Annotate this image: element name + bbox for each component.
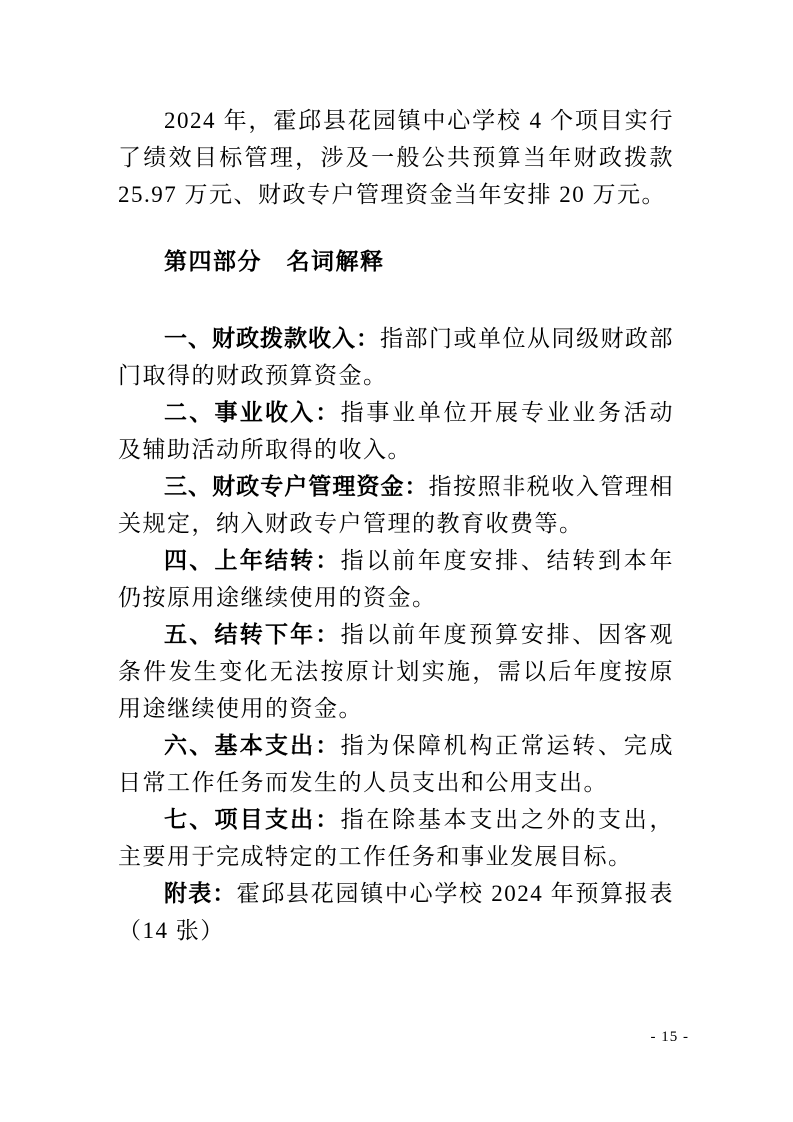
definition-text: 指事业单位开展专业业务活动及辅助活动所取得的收入。 — [118, 400, 675, 462]
definition-term: 六、基本支出： — [164, 732, 341, 758]
definition-item — [118, 616, 674, 727]
appendix-text: 霍邱县花园镇中心学校 2024 年预算报表（14 张） — [118, 881, 675, 943]
page-number: - 15 - — [650, 1029, 689, 1045]
definition-text: 指在除基本支出之外的支出，主要用于完成特定的工作任务和事业发展目标。 — [118, 807, 675, 869]
definition-item — [118, 727, 674, 801]
definition-term: 一、财政拨款收入： — [164, 325, 380, 351]
definition-text: 指部门或单位从同级财政部门取得的财政预算资金。 — [118, 326, 674, 388]
appendix-label: 附表： — [164, 880, 237, 906]
definition-text: 指按照非税收入管理相关规定，纳入财政专户管理的教育收费等。 — [118, 474, 675, 536]
definition-item — [118, 468, 674, 542]
definition-item — [118, 542, 674, 616]
definition-term: 二、事业收入： — [164, 399, 341, 425]
definition-text: 指以前年度安排、结转到本年仍按原用途继续使用的资金。 — [118, 548, 675, 610]
definition-term: 五、结转下年： — [164, 621, 341, 647]
definition-term: 四、上年结转： — [164, 547, 341, 573]
definition-item — [118, 394, 674, 468]
definition-item — [118, 320, 674, 394]
definition-text: 指为保障机构正常运转、完成日常工作任务而发生的人员支出和公用支出。 — [118, 733, 675, 795]
definition-text: 指以前年度预算安排、因客观条件发生变化无法按原计划实施，需以后年度按原用途继续使用的资金。 — [118, 622, 675, 721]
definition-item — [118, 801, 674, 875]
definition-term: 七、项目支出： — [164, 806, 341, 832]
intro-paragraph: 2024 年，霍邱县花园镇中心学校 4 个项目实行了绩效目标管理，涉及一般公共预算当年财政拨款 25.97 万元、财政专户管理资金当年安排 20 万元。 — [118, 108, 674, 207]
section-heading: 第四部分 名词解释 — [164, 248, 385, 274]
definition-term: 三、财政专户管理资金： — [164, 473, 429, 499]
appendix-note — [118, 875, 674, 949]
document-content — [118, 102, 674, 949]
